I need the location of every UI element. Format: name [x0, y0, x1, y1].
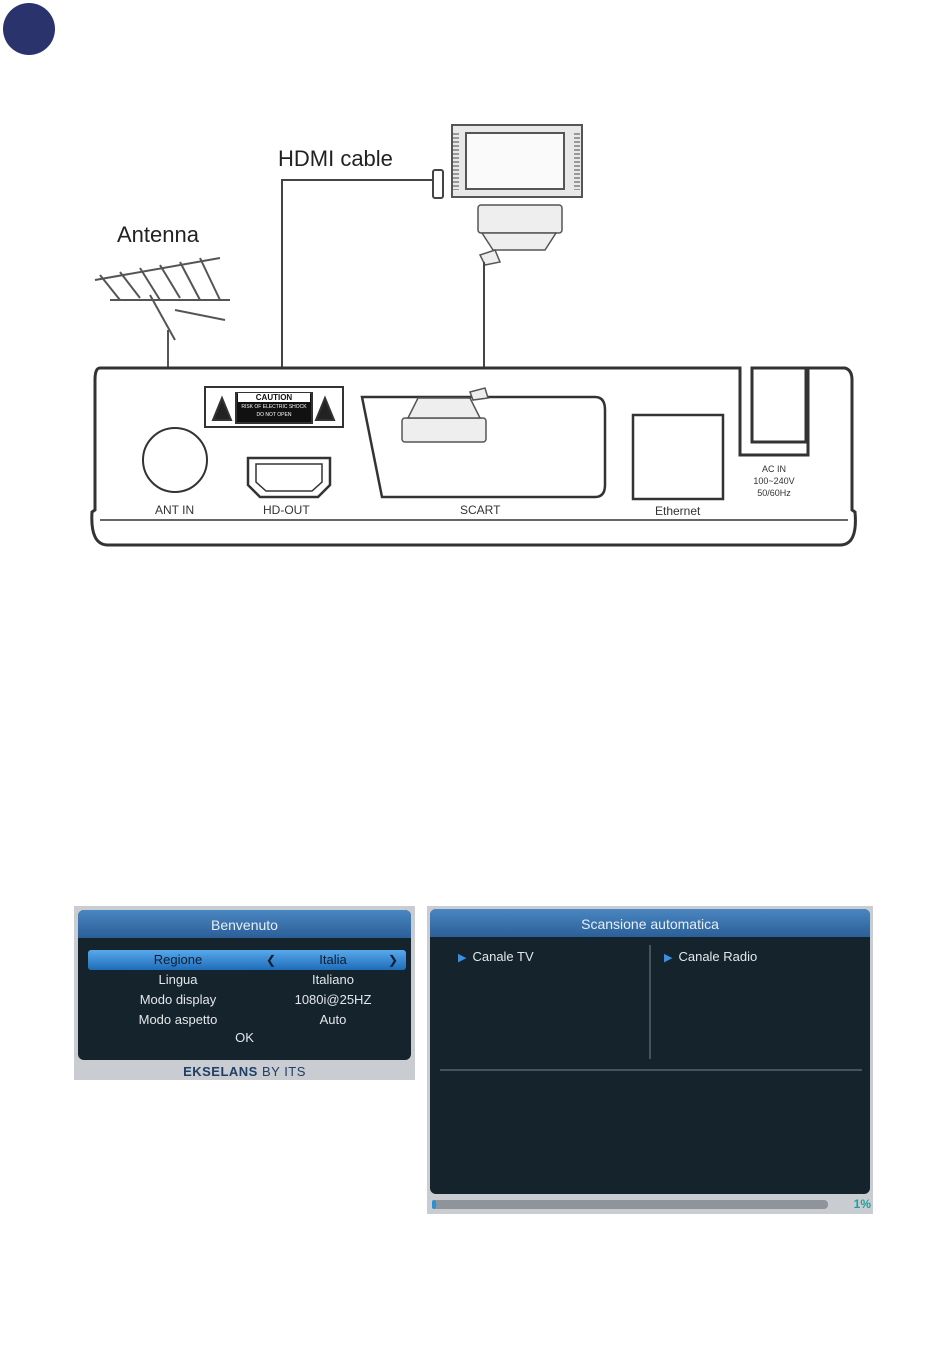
welcome-screen — [74, 906, 415, 1080]
auto-scan-screen — [427, 906, 873, 1214]
tv-channel-label: Canale TV — [472, 949, 534, 964]
antenna-label: Antenna — [117, 222, 199, 247]
menu-key: Modo display — [139, 992, 217, 1007]
scan-progress-percent: 1% — [853, 1197, 871, 1211]
radio-channel-label: Canale Radio — [678, 949, 758, 964]
menu-value: Auto — [319, 1012, 347, 1027]
radio-channel-column — [664, 949, 757, 964]
play-arrow-icon: ▶ — [458, 952, 467, 964]
scart-port — [362, 397, 605, 497]
menu-value: 1080i@25HZ — [294, 992, 372, 1007]
menu-value: Italia — [319, 952, 347, 967]
brand-name: EKSELANS — [183, 1064, 258, 1079]
menu-row-modo-aspetto[interactable] — [88, 1010, 406, 1030]
welcome-title: Benvenuto — [78, 910, 411, 938]
welcome-panel — [78, 910, 411, 1060]
tv-channel-column — [458, 949, 534, 964]
scart-plug-tv-icon — [478, 205, 562, 265]
section-divider — [440, 1069, 862, 1071]
ac-in-line1: AC IN — [761, 464, 786, 474]
scan-panel — [430, 909, 870, 1194]
ok-button[interactable]: OK — [235, 1030, 254, 1045]
caution-title: CAUTION — [238, 393, 310, 402]
column-divider — [649, 945, 651, 1059]
scan-progress-fill — [432, 1200, 436, 1209]
play-arrow-icon: ▶ — [664, 952, 673, 964]
tv-icon — [452, 125, 582, 197]
scan-title: Scansione automatica — [430, 909, 870, 937]
ac-in-label — [746, 463, 802, 499]
menu-key: Regione — [153, 952, 203, 967]
ac-in-line2: 100~240V — [753, 476, 795, 486]
menu-row-regione[interactable] — [88, 950, 406, 970]
connection-diagram — [0, 0, 950, 600]
ethernet-port — [633, 415, 723, 499]
chevron-right-icon[interactable]: ❯ — [388, 953, 399, 967]
menu-row-lingua[interactable] — [88, 970, 406, 990]
hd-out-label: HD-OUT — [263, 503, 310, 517]
chevron-left-icon[interactable]: ❮ — [266, 953, 277, 967]
ant-in-label: ANT IN — [155, 503, 195, 517]
menu-key: Modo aspetto — [138, 1012, 218, 1027]
brand-logo — [74, 1064, 415, 1079]
scan-progress-bar — [432, 1200, 828, 1209]
ethernet-label: Ethernet — [655, 504, 701, 518]
menu-key: Lingua — [158, 972, 198, 987]
caution-sub2: DO NOT OPEN — [256, 412, 292, 418]
scart-label: SCART — [460, 503, 501, 517]
caution-sub1: RISK OF ELECTRIC SHOCK — [241, 404, 307, 410]
menu-row-modo-display[interactable] — [88, 990, 406, 1010]
ant-in-port — [143, 428, 207, 492]
menu-value: Italiano — [312, 972, 354, 987]
brand-suffix: BY ITS — [257, 1064, 306, 1079]
hdmi-cable-label: HDMI cable — [278, 146, 393, 171]
ac-in-line3: 50/60Hz — [757, 488, 791, 498]
